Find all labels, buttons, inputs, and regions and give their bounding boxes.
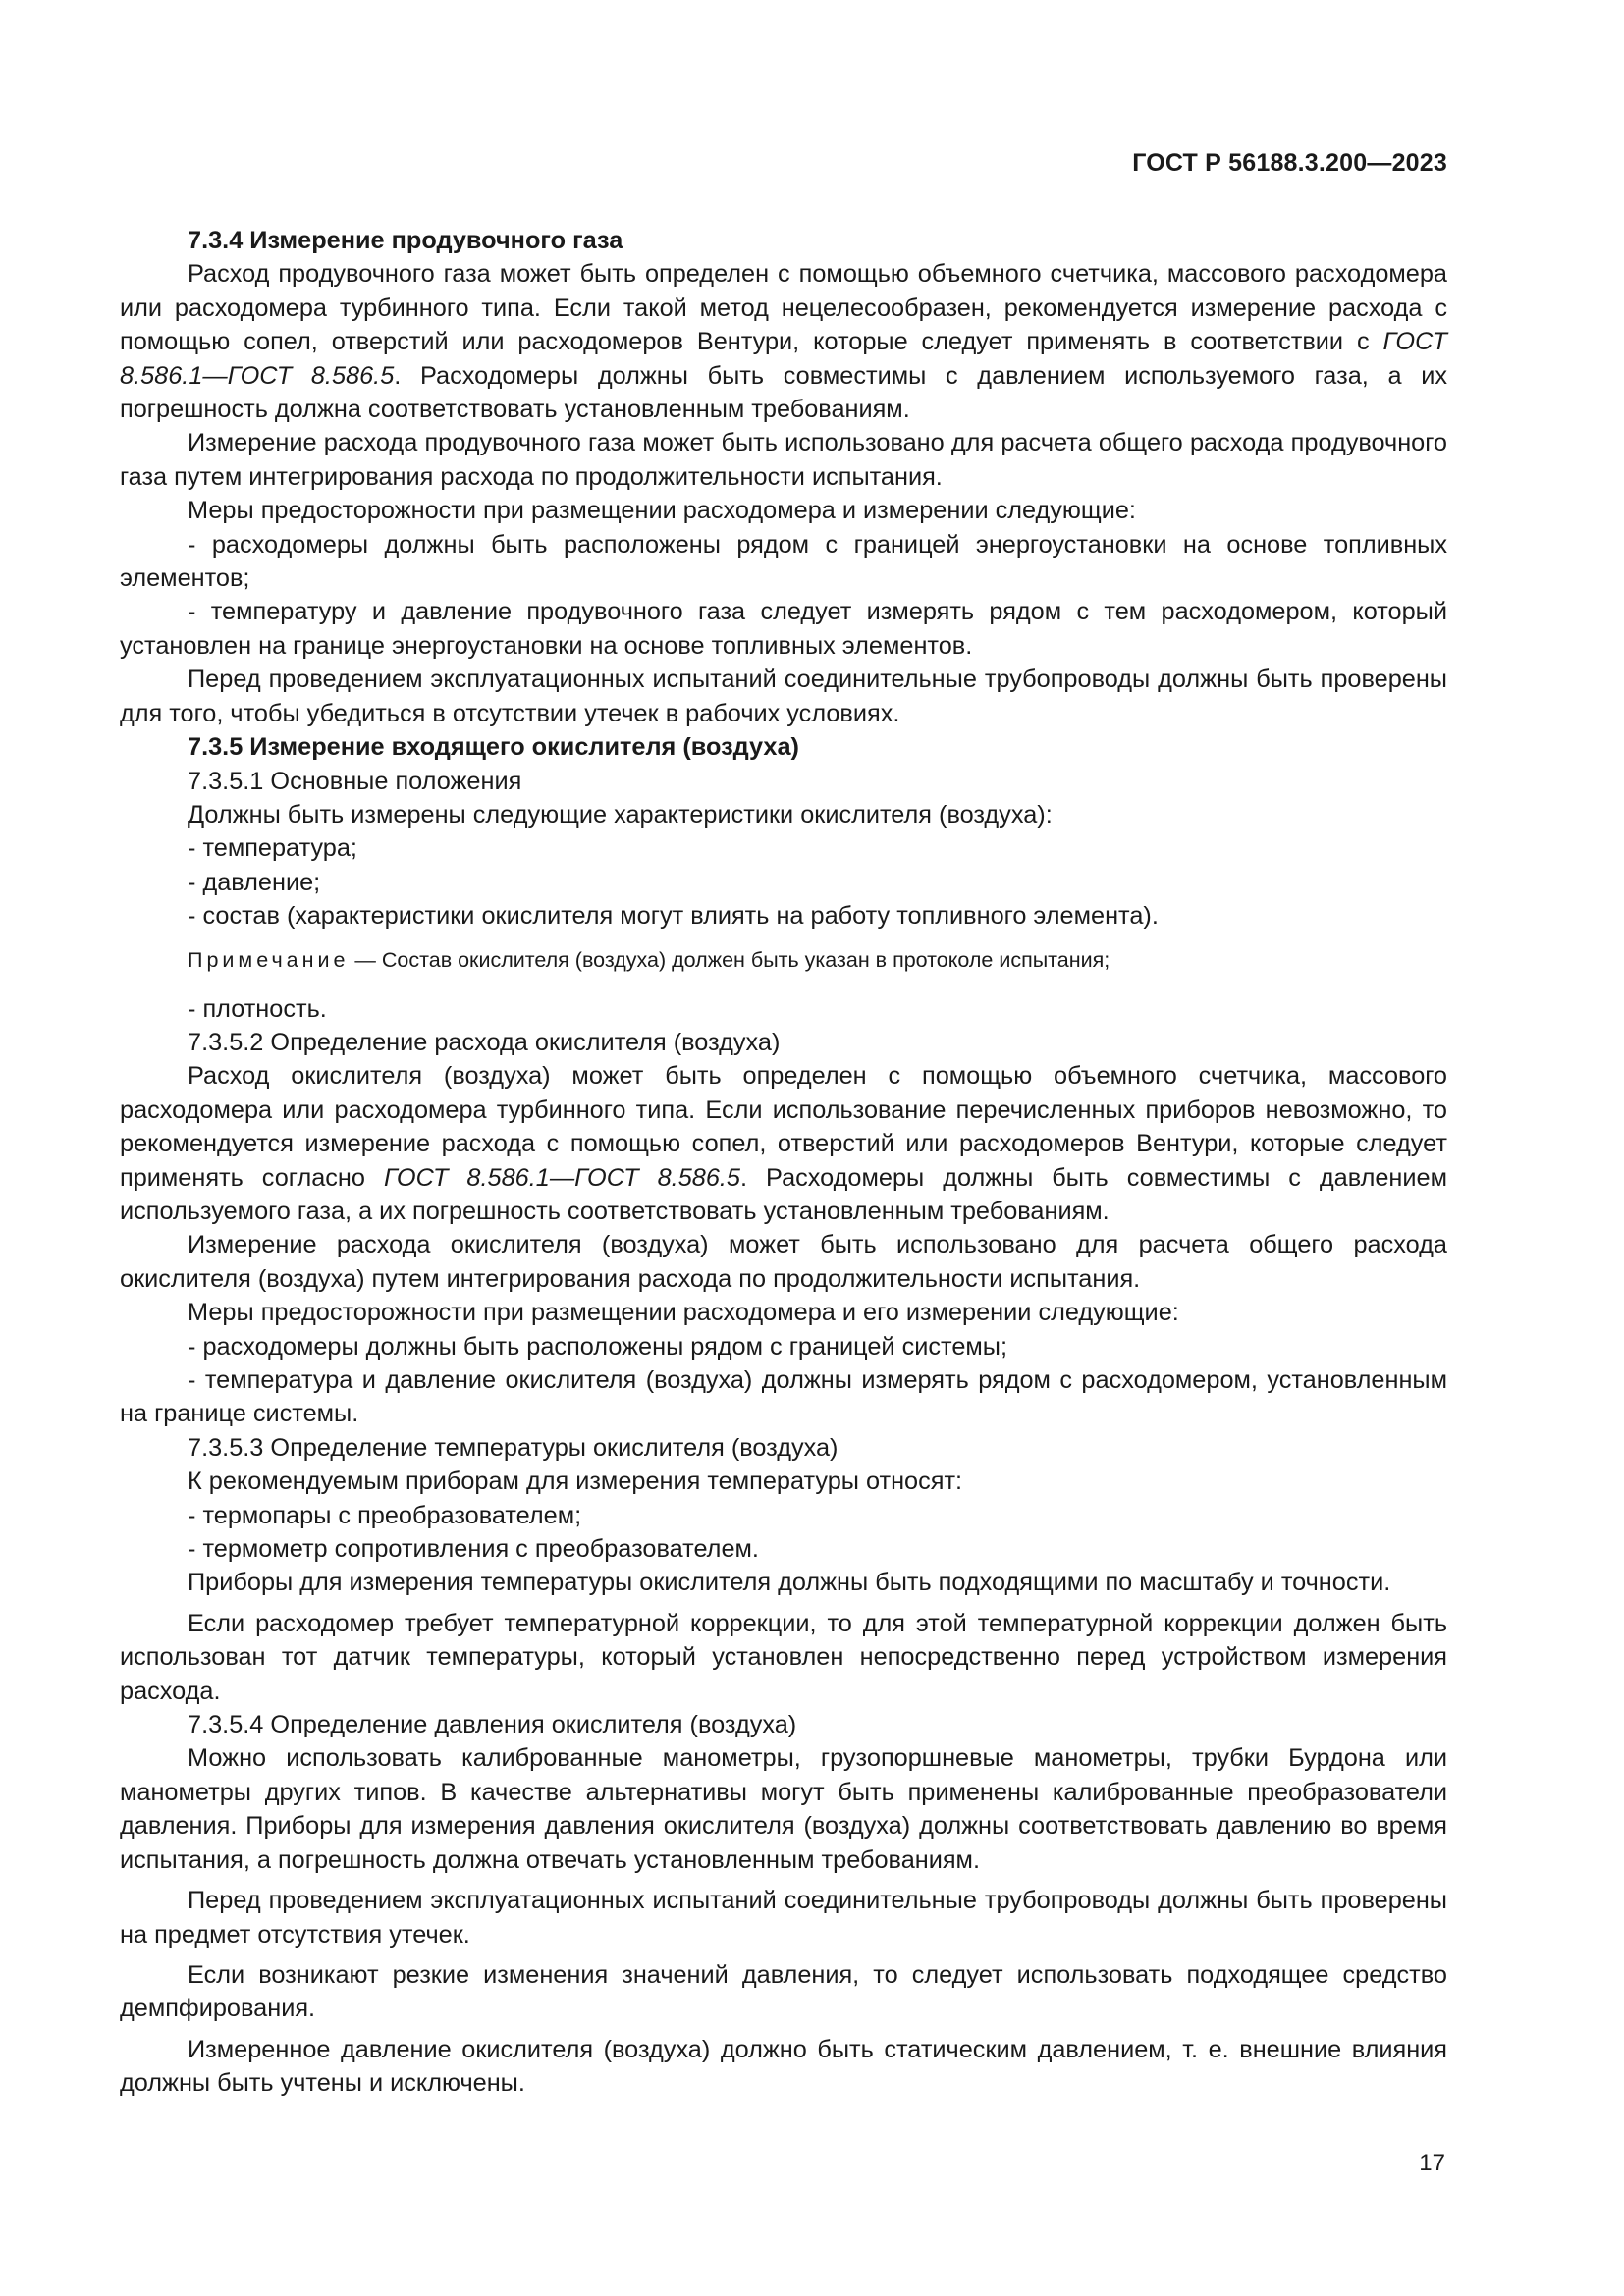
paragraph: Если возникают резкие изменения значений давления, то следует использовать подходящее средство демпфирования. bbox=[120, 1960, 1447, 2023]
standard-reference: ГОСТ 8.586.1—ГОСТ 8.586.5 bbox=[383, 1163, 741, 1192]
paragraph: Перед проведением эксплуатационных испытаний соединительные трубопроводы должны быть проверены для того, чтобы убедиться в отсутствии утечек в рабочих условиях. bbox=[120, 666, 1447, 727]
note-label: Примечание bbox=[188, 947, 350, 972]
standard-reference: ГОСТ 8.586.1—ГОСТ 8.586.5 bbox=[120, 328, 1447, 390]
paragraph: Приборы для измерения температуры окислителя должны быть подходящими по масштабу и точности. bbox=[188, 1569, 1391, 1597]
note bbox=[120, 943, 1447, 977]
list-item: - давление; bbox=[188, 868, 321, 896]
list-item: - температура и давление окислителя (воздуха) должны измерять рядом с расходомером, установленным на границе системы. bbox=[120, 1366, 1447, 1428]
subsection-heading-7-3-5-4: 7.3.5.4 Определение давления окислителя (воздуха) bbox=[188, 1711, 797, 1739]
paragraph: Расход продувочного газа может быть определен с помощью объемного счетчика, массового расходомера или расходомера турбинного типа. Если такой метод нецелесообразен, рекомендуется измерение расхода с помощью сопел, отверстий или расходомеров Вентури, которые следует применять в соответствии с ГОСТ 8.586.1—ГОСТ 8.586.5. Расходомеры должны быть совместимы с давлением используемого газа, а их погрешность должна соответствовать установленным требованиям. bbox=[120, 260, 1448, 424]
subsection-heading-7-3-5-2: 7.3.5.2 Определение расхода окислителя (воздуха) bbox=[188, 1028, 781, 1056]
paragraph: Перед проведением эксплуатационных испытаний соединительные трубопроводы должны быть проверены на предмет отсутствия утечек. bbox=[120, 1887, 1447, 1949]
list-item: - температура; bbox=[188, 834, 357, 863]
list-item: - температуру и давление продувочного газа следует измерять рядом с тем расходомером, который установлен на границе энергоустановки на основе топливных элементов. bbox=[120, 598, 1447, 660]
list-item: - термопары с преобразователем; bbox=[188, 1501, 582, 1529]
document-header: ГОСТ Р 56188.3.200—2023 bbox=[1132, 149, 1447, 177]
paragraph: Меры предосторожности при размещении расходомера и измерении следующие: bbox=[188, 497, 1136, 525]
page-number: 17 bbox=[1419, 2150, 1445, 2176]
paragraph: Расход окислителя (воздуха) может быть определен с помощью объемного счетчика, массового расходомера или расходомера турбинного типа. Если использование перечисленных приборов невозможно, то рекомендуется измерение расхода с помощью сопел, отверстий или расходомеров Вентури, которые следует применять согласно ГОСТ 8.586.1—ГОСТ 8.586.5. Расходомеры должны быть совместимы с давлением используемого газа, а их погрешность соответствовать установленным требованиям. bbox=[120, 1062, 1447, 1225]
list-item: - плотность. bbox=[188, 994, 327, 1023]
paragraph: К рекомендуемым приборам для измерения температуры относят: bbox=[188, 1468, 963, 1496]
list-item: - расходомеры должны быть расположены рядом с границей энергоустановки на основе топливных элементов; bbox=[120, 530, 1447, 593]
paragraph: Измеренное давление окислителя (воздуха) должно быть статическим давлением, т. е. внешние влияния должны быть учтены и исключены. bbox=[120, 2035, 1447, 2098]
subsection-heading-7-3-5-1: 7.3.5.1 Основные положения bbox=[188, 767, 522, 795]
subsection-heading-7-3-5-3: 7.3.5.3 Определение температуры окислителя (воздуха) bbox=[188, 1433, 839, 1462]
list-item: - состав (характеристики окислителя могут влиять на работу топливного элемента). bbox=[188, 902, 1159, 931]
note-text: — Состав окислителя (воздуха) должен быть указан в протоколе испытания; bbox=[349, 947, 1110, 972]
paragraph: Измерение расхода продувочного газа может быть использовано для расчета общего расхода продувочного газа путем интегрирования расхода по продолжительности испытания. bbox=[120, 429, 1447, 491]
paragraph: Можно использовать калиброванные манометры, грузопоршневые манометры, трубки Бурдона или манометры других типов. В качестве альтернативы могут быть применены калиброванные преобразователи давления. Приборы для измерения давления окислителя (воздуха) должны соответствовать давлению во время испытания, а погрешность должна отвечать установленным требованиям. bbox=[120, 1744, 1447, 1874]
paragraph: Должны быть измерены следующие характеристики окислителя (воздуха): bbox=[188, 800, 1053, 828]
paragraph: Меры предосторожности при размещении расходомера и его измерении следующие: bbox=[188, 1299, 1179, 1327]
section-heading-7-3-5: 7.3.5 Измерение входящего окислителя (воздуха) bbox=[188, 733, 799, 762]
list-item: - расходомеры должны быть расположены рядом с границей системы; bbox=[188, 1332, 1007, 1361]
section-heading-7-3-4: 7.3.4 Измерение продувочного газа bbox=[188, 227, 623, 254]
document-body bbox=[120, 224, 1447, 2101]
list-item: - термометр сопротивления с преобразователем. bbox=[188, 1535, 759, 1564]
paragraph: Если расходомер требует температурной коррекции, то для этой температурной коррекции должен быть использован тот датчик температуры, который установлен непосредственно перед устройством измерения расхода. bbox=[120, 1609, 1447, 1705]
paragraph: Измерение расхода окислителя (воздуха) может быть использовано для расчета общего расхода окислителя (воздуха) путем интегрирования расхода по продолжительности испытания. bbox=[120, 1231, 1447, 1293]
